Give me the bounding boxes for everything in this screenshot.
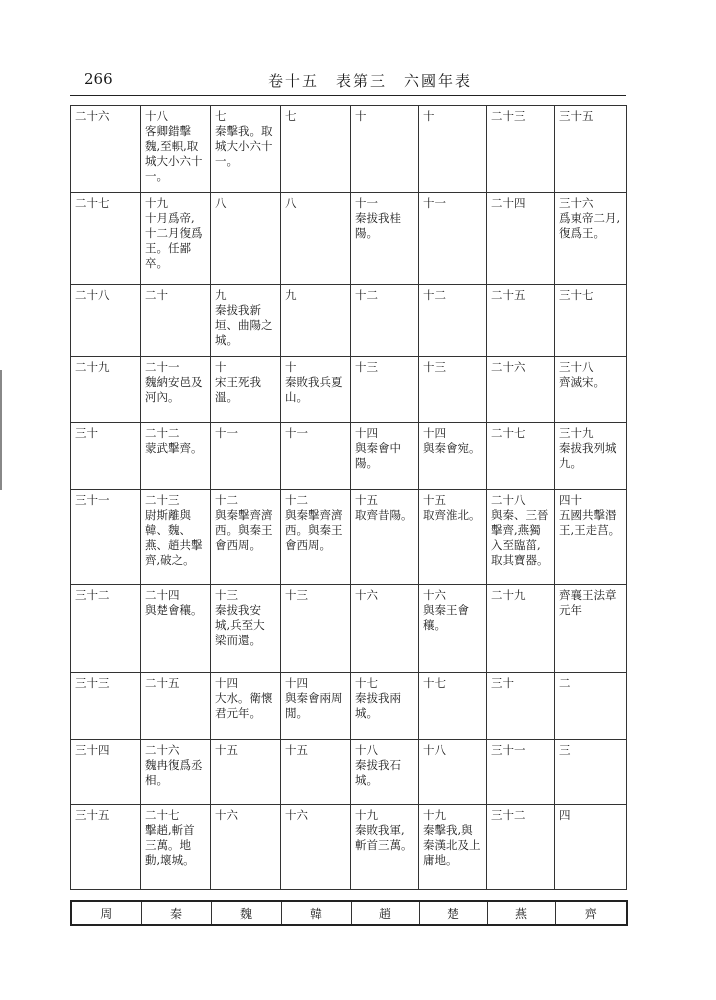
cell-text: 三十三: [75, 676, 110, 690]
cell-text: 三十一: [491, 743, 526, 757]
cell-text: 十八 秦拔我石城。: [355, 743, 401, 787]
cell-text: 十九 十月爲帝,十二月復爲王。任鄙卒。: [145, 196, 203, 270]
table-cell: [71, 490, 141, 585]
table-cell: [555, 740, 627, 805]
table-cell: [419, 193, 487, 285]
table-cell: [71, 585, 141, 673]
table-cell: [141, 423, 211, 490]
table-row: [71, 106, 627, 193]
table-cell: [487, 490, 555, 585]
cell-text: 二十七: [491, 426, 526, 440]
cell-text: 三十二: [491, 808, 526, 822]
cell-text: 三十八 齊滅宋。: [559, 360, 605, 389]
table-cell: [487, 106, 555, 193]
cell-text: 七: [285, 109, 297, 123]
table-row: [71, 585, 627, 673]
table-cell: [351, 740, 419, 805]
cell-text: 二十六: [75, 109, 110, 123]
table-cell: [141, 585, 211, 673]
table-cell: [211, 585, 281, 673]
cell-text: 三十七: [559, 288, 594, 302]
table-cell: [351, 285, 419, 357]
table-cell: [281, 805, 351, 890]
cell-text: 十五: [285, 743, 308, 757]
table-cell: [555, 106, 627, 193]
cell-text: 三十一: [75, 493, 110, 507]
table-cell: [487, 740, 555, 805]
cell-text: 十八: [423, 743, 446, 757]
cell-text: 十 秦敗我兵夏山。: [285, 360, 343, 404]
cell-text: 十五 取齊淮北。: [423, 493, 481, 522]
cell-text: 十: [355, 109, 367, 123]
cell-text: 十四 與秦會兩周閒。: [285, 676, 343, 720]
chronology-table: [70, 105, 627, 890]
cell-text: 二十一 魏納安邑及河內。: [145, 360, 203, 404]
cell-text: 二十二 蒙武擊齊。: [145, 426, 203, 455]
cell-text: 二十九: [491, 588, 526, 602]
cell-text: 十二 與秦擊齊濟西。與秦王會西周。: [215, 493, 273, 552]
state-labels: [71, 901, 627, 925]
state-label: 齊: [555, 901, 627, 925]
table-cell: [211, 423, 281, 490]
table-cell: [419, 106, 487, 193]
running-title: 卷十五 表第三 六國年表: [268, 72, 473, 90]
cell-text: 十九 秦擊我,與秦漢北及上庸地。: [423, 808, 481, 867]
binding-mark: [0, 370, 2, 490]
table-cell: [555, 285, 627, 357]
cell-text: 二十: [145, 288, 168, 302]
cell-text: 齊襄王法章元年: [559, 588, 617, 617]
cell-text: 十六 與秦王會穰。: [423, 588, 469, 632]
cell-text: 十四 與秦會宛。: [423, 426, 481, 455]
table-cell: [487, 285, 555, 357]
table-row: [71, 805, 627, 890]
cell-text: 二十六: [491, 360, 526, 374]
table-cell: [141, 193, 211, 285]
cell-text: 十三 秦拔我安城,兵至大梁而還。: [215, 588, 265, 647]
cell-text: 八: [285, 196, 297, 210]
table-cell: [211, 106, 281, 193]
table-cell: [141, 106, 211, 193]
page-number: 266: [84, 70, 113, 88]
cell-text: 三十九 秦拔我列城九。: [559, 426, 617, 470]
table-cell: [141, 285, 211, 357]
table-cell: [211, 490, 281, 585]
cell-text: 三十: [75, 426, 98, 440]
cell-text: 三: [559, 743, 571, 757]
table-cell: [141, 490, 211, 585]
table-row: [71, 357, 627, 423]
table-cell: [211, 285, 281, 357]
table-cell: [141, 673, 211, 740]
table-cell: [71, 285, 141, 357]
table-cell: [281, 285, 351, 357]
table-cell: [555, 193, 627, 285]
cell-text: 十六: [285, 808, 308, 822]
table-cell: [211, 357, 281, 423]
cell-text: 二十八 與秦、三晉擊齊,燕獨入至臨菑,取其寶器。: [491, 493, 549, 567]
state-label: 楚: [419, 901, 487, 925]
cell-text: 三十: [491, 676, 514, 690]
table-row: [71, 423, 627, 490]
cell-text: 三十二: [75, 588, 110, 602]
table-cell: [71, 357, 141, 423]
table-cell: [351, 423, 419, 490]
cell-text: 十八 客卿錯擊魏,至軹,取城大小六十一。: [145, 109, 203, 183]
cell-text: 十四 與秦會中陽。: [355, 426, 401, 470]
table-cell: [555, 673, 627, 740]
table-cell: [281, 423, 351, 490]
cell-text: 十一: [215, 426, 238, 440]
cell-text: 三十六 爲東帝二月,復爲王。: [559, 196, 621, 240]
cell-text: 三十五: [75, 808, 110, 822]
table-cell: [281, 193, 351, 285]
table-cell: [351, 673, 419, 740]
table-cell: [211, 740, 281, 805]
table-cell: [141, 357, 211, 423]
cell-text: 十七 秦拔我兩城。: [355, 676, 401, 720]
table-cell: [419, 357, 487, 423]
cell-text: 十五 取齊昔陽。: [355, 493, 413, 522]
table-cell: [555, 490, 627, 585]
table-cell: [71, 805, 141, 890]
table-cell: [555, 585, 627, 673]
table-cell: [211, 673, 281, 740]
cell-text: 十二 與秦擊齊濟西。與秦王會西周。: [285, 493, 343, 552]
table-cell: [351, 106, 419, 193]
cell-text: 二十七 擊趙,斬首三萬。地動,壞城。: [145, 808, 195, 867]
cell-text: 十三: [285, 588, 308, 602]
cell-text: 二十六 魏冉復爲丞相。: [145, 743, 203, 787]
state-label: 魏: [211, 901, 281, 925]
table-cell: [281, 585, 351, 673]
table-cell: [487, 585, 555, 673]
cell-text: 十一: [423, 196, 446, 210]
cell-text: 十五: [215, 743, 238, 757]
cell-text: 二十九: [75, 360, 110, 374]
cell-text: 十三: [355, 360, 378, 374]
table-cell: [351, 490, 419, 585]
table-cell: [487, 805, 555, 890]
table-cell: [71, 673, 141, 740]
cell-text: 四: [559, 808, 571, 822]
cell-text: 三十四: [75, 743, 110, 757]
table-cell: [419, 285, 487, 357]
table-cell: [351, 585, 419, 673]
cell-text: 二十七: [75, 196, 110, 210]
cell-text: 九 秦拔我新垣、曲陽之城。: [215, 288, 273, 347]
table-cell: [351, 357, 419, 423]
cell-text: 十一 秦拔我桂陽。: [355, 196, 401, 240]
state-label: 趙: [351, 901, 419, 925]
table-cell: [71, 106, 141, 193]
table-cell: [281, 106, 351, 193]
cell-text: 十二: [423, 288, 446, 302]
cell-text: 八: [215, 196, 227, 210]
table-cell: [487, 673, 555, 740]
table-cell: [419, 423, 487, 490]
cell-text: 十四 大水。衛懷君元年。: [215, 676, 273, 720]
state-label: 燕: [487, 901, 555, 925]
cell-text: 十七: [423, 676, 446, 690]
state-label: 韓: [281, 901, 351, 925]
cell-text: 十: [423, 109, 435, 123]
cell-text: 二十四: [491, 196, 526, 210]
cell-text: 七 秦擊我。取城大小六十一。: [215, 109, 273, 168]
table-cell: [141, 740, 211, 805]
cell-text: 二十八: [75, 288, 110, 302]
table-cell: [555, 357, 627, 423]
table-cell: [555, 805, 627, 890]
table-cell: [211, 805, 281, 890]
cell-text: 二十五: [491, 288, 526, 302]
table-cell: [71, 740, 141, 805]
table-cell: [555, 423, 627, 490]
table-cell: [281, 740, 351, 805]
table-row: [71, 490, 627, 585]
cell-text: 二十三 尉斯離與韓、魏、燕、趙共擊齊,破之。: [145, 493, 203, 567]
state-label: 秦: [141, 901, 211, 925]
cell-text: 二: [559, 676, 571, 690]
table-row: [71, 285, 627, 357]
cell-text: 十二: [355, 288, 378, 302]
cell-text: 十六: [215, 808, 238, 822]
cell-text: 三十五: [559, 109, 594, 123]
cell-text: 九: [285, 288, 297, 302]
table-cell: [281, 357, 351, 423]
header-rule: [70, 95, 626, 96]
table-cell: [71, 423, 141, 490]
table-cell: [141, 805, 211, 890]
state-header-row: [70, 900, 628, 926]
table-body: [71, 106, 627, 890]
table-cell: [211, 193, 281, 285]
table-cell: [351, 805, 419, 890]
cell-text: 二十五: [145, 676, 180, 690]
table-cell: [419, 585, 487, 673]
table-cell: [419, 673, 487, 740]
table-cell: [351, 193, 419, 285]
table-row: [71, 193, 627, 285]
cell-text: 四十 五國共擊湣王,王走莒。: [559, 493, 621, 537]
cell-text: 二十三: [491, 109, 526, 123]
table-row: [71, 673, 627, 740]
table-row: [71, 740, 627, 805]
cell-text: 二十四 與楚會穰。: [145, 588, 203, 617]
table-cell: [71, 193, 141, 285]
table-cell: [487, 423, 555, 490]
cell-text: 十九 秦敗我軍,斬首三萬。: [355, 808, 413, 852]
table-cell: [419, 805, 487, 890]
cell-text: 十 宋王死我溫。: [215, 360, 261, 404]
cell-text: 十三: [423, 360, 446, 374]
table-cell: [419, 740, 487, 805]
table-cell: [281, 673, 351, 740]
table-cell: [487, 193, 555, 285]
table-cell: [281, 490, 351, 585]
cell-text: 十六: [355, 588, 378, 602]
cell-text: 十一: [285, 426, 308, 440]
state-label: 周: [71, 901, 141, 925]
table-cell: [487, 357, 555, 423]
table-cell: [419, 490, 487, 585]
